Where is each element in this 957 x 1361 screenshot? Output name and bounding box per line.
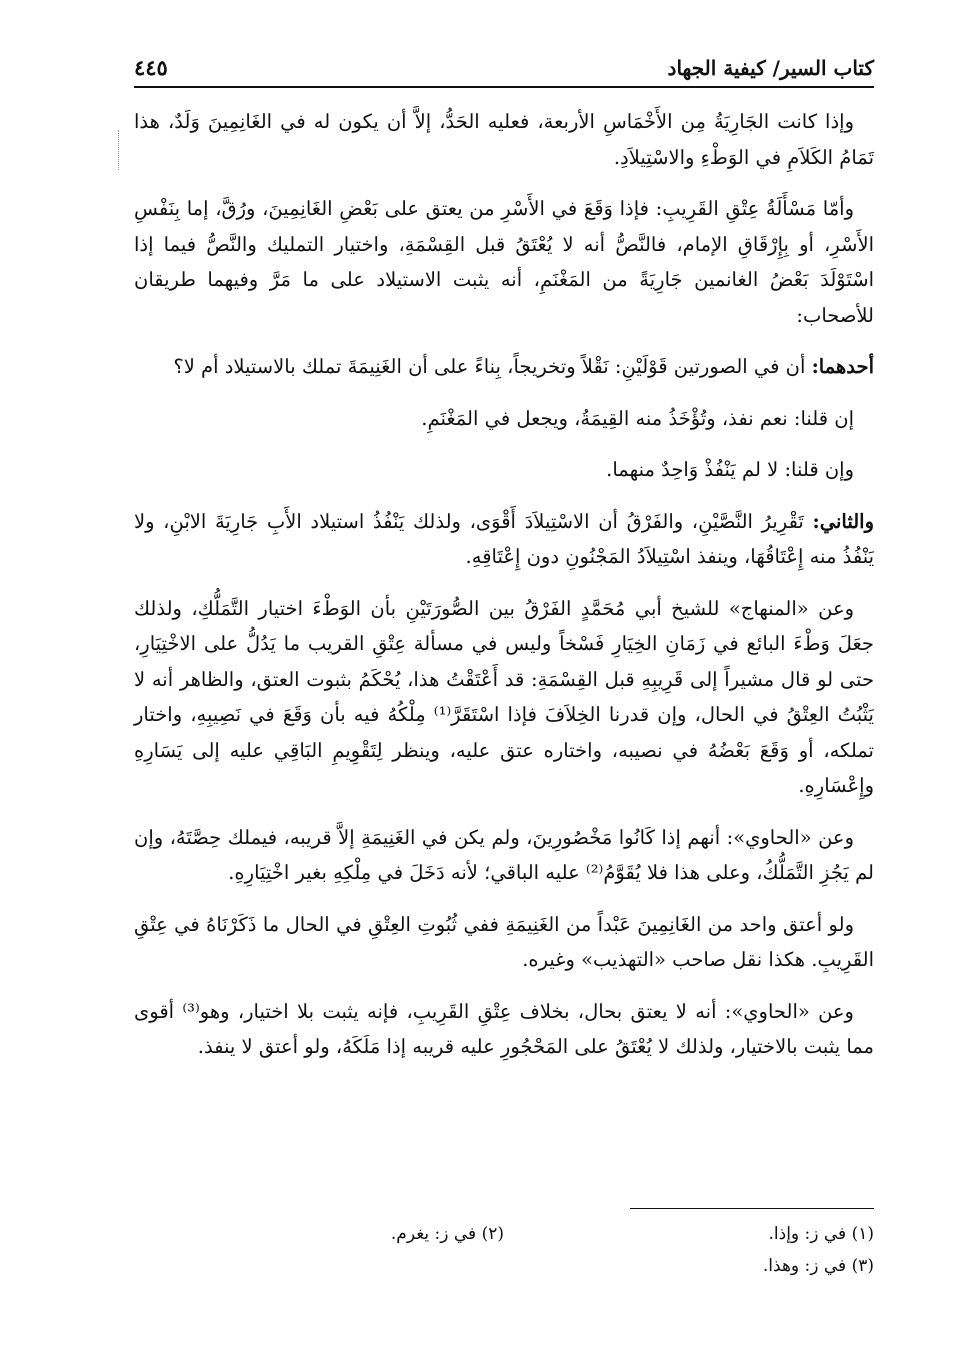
paragraph-text: وعن «الحاوي»: أنهم إذا كَانُوا مَخْصُورِينَ، ولم يكن في الغَنِيمَةِ إلاَّ قريبه، فيملك حِصَّتَهُ، وإن لم يَجُزِ التَّمَلُّكُ، وعلى هذا فلا يُقَوَّمُ⁽²⁾ عليه الباقي؛ لأنه دَخَلَ في مِلْكِهِ بغير اخْتِيَارِهِ. (134, 825, 874, 884)
paragraph-text: تَقْرِيرُ النَّصَّيْنِ، والفَرْقُ أن الاسْتِيلاَدَ أَقْوَى، ولذلك يَنْفُذُ استيلاد الأَبِ جَارِيَةَ الابْنِ، ولا يَنْفُذُ منه إِعْتَاقُهَا، وينفذ اسْتِيلاَدُ المَجْنُونِ دون إِعْتَاقِهِ. (134, 509, 874, 568)
footnote-1: (١) في ز: وإذا. (768, 1224, 874, 1244)
paragraph-10 (134, 994, 874, 1065)
paragraph-text: ولو أعتق واحد من الغَانِمِينَ عَبْداً من الغَنِيمَةِ ففي ثُبُوتِ العِتْقِ في الحال ما ذَكَرْنَاهُ في عِتْقِ القَرِيبِ. هكذا نقل صاحب «التهذيب» وغيره. (134, 912, 874, 971)
running-title: كتاب السير/ كيفية الجهاد (667, 56, 874, 80)
footnotes (134, 1218, 874, 1282)
paragraph-text: وإن قلنا: لا لم يَنْفُذْ وَاحِدٌ منهما. (606, 458, 854, 481)
footnote-rule (630, 1208, 874, 1209)
header-rule (134, 86, 874, 88)
footnote-2: (٢) في ز: يغرم. (390, 1224, 504, 1244)
paragraph-1 (134, 104, 874, 175)
paragraph-6 (134, 504, 874, 575)
paragraph-9 (134, 907, 874, 978)
paragraph-7 (134, 591, 874, 804)
paragraph-lead: أحدهما: (811, 355, 874, 378)
footnote-row (134, 1218, 874, 1250)
running-header (134, 42, 874, 80)
paragraph-8 (134, 820, 874, 891)
paragraph-text: وعن «الحاوي»: أنه لا يعتق بحال، بخلاف عِتْقِ القَرِيبِ، فإنه يثبت بلا اختيار، وهو⁽³⁾ أقوى مما يثبت بالاختيار، ولذلك لا يُعْتَقُ على المَحْجُورِ عليه قريبه إذا مَلَكَهُ، ولو أعتق لا ينفذ. (134, 999, 874, 1058)
paragraph-3 (134, 349, 874, 385)
paragraph-text: وإذا كانت الجَارِيَةُ مِن الأَخْمَاسِ الأربعة، فعليه الحَدُّ، إلاَّ أن يكون له في الغَانِمِينَ وَلَدٌ، هذا تَمَامُ الكَلاَمِ في الوَطْءِ والاسْتِيلاَدِ. (134, 110, 874, 169)
paragraph-4 (134, 401, 874, 437)
body-text (134, 104, 874, 1081)
paragraph-2 (134, 191, 874, 333)
paragraph-text: أن في الصورتين قَوْلَيْنِ: نَقْلاً وتخريجاً، بِناءً على أن الغَنِيمَةَ تملك بالاستيلاد أم لا؟ (173, 355, 812, 378)
paragraph-text: وعن «المنهاج» للشيخ أبي مُحَمَّدٍ الفَرْقُ بين الصُّورَتَيْنِ بأن الوَطْءَ اختيار التَّمَلُّكِ، ولذلك جعَلَ وَطْءَ البائع في زَمَانِ الخِيَارِ فَسْخاً وليس في مسألة عِتْقِ القريب ما يَدُلُّ على الاخْتِيَارِ، حتى لو قال مشيراً إلى قَرِيبِهِ قبل القِسْمَةِ: قد أَعْتَقْتُ هذا، يُحْكَمُ بثبوت العتق، والظاهر أنه لا يَثْبُتُ العِتْقُ في الحال، وإن قدرنا الخِلاَفَ فإذا اسْتَقَرَّ⁽¹⁾ مِلْكُهُ فيه بأن وَقَعَ في نَصِيبِهِ، واختار تملكه، أو وَقَعَ بَعْضُهُ في نصيبه، واختاره عتق عليه، وينظر لِتَقْوِيمِ البَاقِي عليه إلى يَسَارِهِ وإِعْسَارِهِ. (134, 596, 874, 797)
paragraph-text: إن قلنا: نعم نفذ، وتُؤْخَذُ منه القِيمَةُ، ويجعل في المَغْنَمِ. (421, 406, 854, 430)
paragraph-text: وأمّا مَسْأَلَةُ عِتْقِ القَرِيبِ: فإذا وَقَعَ في الأَسْرِ من يعتق على بَعْضِ الغَانِمِينَ، ورُقَّ، إما بِنَفْسِ الأَسْرِ، أو بِإِرْقَاقِ الإمام، فالنَّصُّ أنه لا يُعْتَقُ قبل القِسْمَةِ، واختيار التمليك والنَّصُّ فيما إذا اسْتَوْلَدَ بَعْضُ الغانمين جَارِيَةً من المَغْنَمِ، أنه يثبت الاستيلاد على ما مَرَّ وفيهما طريقان للأصحاب: (134, 197, 874, 327)
paragraph-5 (134, 452, 874, 488)
margin-mark (118, 130, 123, 170)
footnote-3: (٣) في ز: وهذا. (762, 1256, 874, 1276)
footnote-row (134, 1250, 874, 1282)
paragraph-lead: والثاني: (812, 509, 874, 533)
page-number: ٤٤٥ (134, 55, 168, 80)
